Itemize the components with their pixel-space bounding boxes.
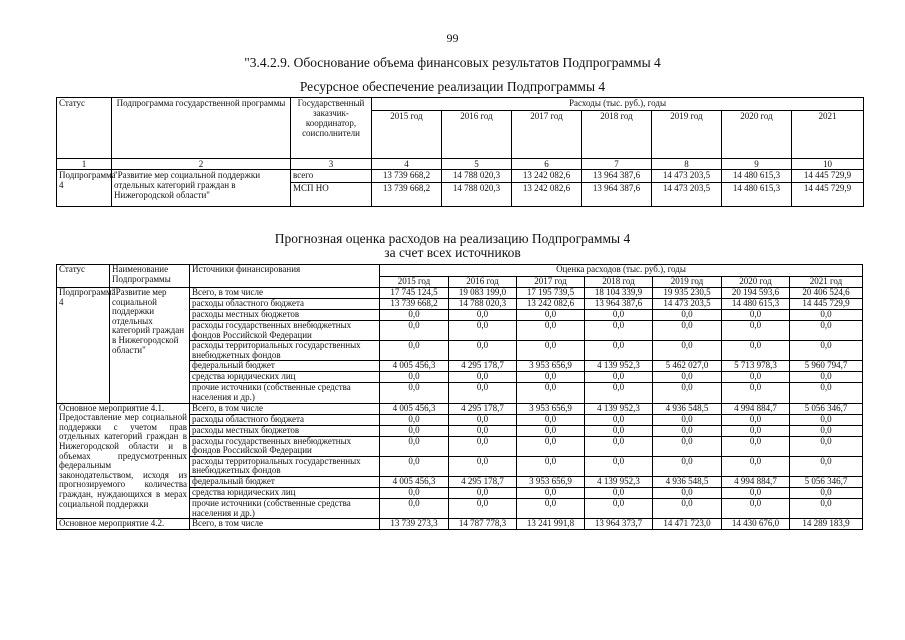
page-number: 99: [446, 31, 459, 45]
value-cell: 0,0: [790, 310, 863, 321]
col-number: 3: [291, 159, 372, 170]
header-estimate: Оценка расходов (тыс. руб.), годы: [380, 265, 863, 277]
value-cell: 0,0: [449, 436, 517, 456]
value-cell: 0,0: [653, 383, 722, 403]
header-year: 2019 год: [653, 277, 722, 288]
value-cell: 14 480 615,3: [722, 170, 792, 183]
col-number: 10: [792, 159, 864, 170]
activity-title: Основное мероприятие 4.1.: [59, 402, 165, 413]
value-cell: 0,0: [449, 498, 517, 518]
value-cell: 0,0: [653, 456, 722, 476]
value-cell: 13 964 387,6: [585, 299, 653, 310]
value-cell: 14 480 615,3: [722, 299, 790, 310]
value-cell: 5 960 794,7: [790, 361, 863, 372]
header-year: 2018 год: [585, 277, 653, 288]
group-activity-4-1: [57, 403, 863, 519]
source-cell: расходы областного бюджета: [190, 414, 380, 425]
value-cell: 0,0: [517, 341, 585, 361]
value-cell: 0,0: [790, 436, 863, 456]
value-cell: 0,0: [585, 456, 653, 476]
value-cell: 0,0: [517, 372, 585, 383]
col-number: 6: [512, 159, 582, 170]
value-cell: 3 953 656,9: [517, 403, 585, 414]
value-cell: 14 473 203,5: [652, 183, 722, 207]
value-cell: 4 139 952,3: [585, 361, 653, 372]
value-cell: 5 713 978,3: [722, 361, 790, 372]
executor-cell: МСП НО: [291, 183, 372, 207]
value-cell: 0,0: [790, 372, 863, 383]
value-cell: 0,0: [585, 310, 653, 321]
col-number: 7: [582, 159, 652, 170]
value-cell: 0,0: [653, 310, 722, 321]
value-cell: 0,0: [653, 436, 722, 456]
subprogram-cell: "Развитие мер социальной поддержки отдельных категорий граждан в Нижегородской области": [112, 170, 291, 207]
value-cell: 19 935 230,5: [653, 288, 722, 299]
value-cell: 4 139 952,3: [585, 476, 653, 487]
header-year: 2015 год: [372, 111, 442, 159]
value-cell: 20 194 593,6: [722, 288, 790, 299]
value-cell: 17 745 124,5: [380, 288, 449, 299]
value-cell: 5 056 346,7: [790, 476, 863, 487]
source-cell: прочие источники (собственные средства населения и др.): [190, 383, 380, 403]
value-cell: 17 195 739,5: [517, 288, 585, 299]
value-cell: 0,0: [517, 414, 585, 425]
value-cell: 13 739 668,2: [372, 170, 442, 183]
activity-description: Предоставление мер социальной поддержки с учетом прав отдельных категорий граждан в Нижегородской области и в объемах предусмотренных федеральным законодательством, исходя из прогнозируемого количества граждан, нуждающихся в мерах социальной поддержки: [59, 412, 187, 509]
col-number: 4: [372, 159, 442, 170]
value-cell: 0,0: [653, 414, 722, 425]
value-cell: 0,0: [722, 425, 790, 436]
source-cell: расходы местных бюджетов: [190, 425, 380, 436]
header-expenses: Расходы (тыс. руб.), годы: [372, 98, 864, 111]
value-cell: 0,0: [585, 383, 653, 403]
value-cell: 0,0: [380, 341, 449, 361]
value-cell: 0,0: [449, 425, 517, 436]
value-cell: 4 994 884,7: [722, 403, 790, 414]
value-cell: 3 953 656,9: [517, 361, 585, 372]
source-cell: расходы государственных внебюджетных фондов Российской Федерации: [190, 321, 380, 341]
value-cell: 13 242 082,6: [512, 183, 582, 207]
source-cell: расходы областного бюджета: [190, 299, 380, 310]
value-cell: 0,0: [585, 414, 653, 425]
value-cell: 14 445 729,9: [790, 299, 863, 310]
value-cell: 14 473 203,5: [652, 170, 722, 183]
value-cell: 14 480 615,3: [722, 183, 792, 207]
value-cell: 13 964 387,6: [582, 170, 652, 183]
value-cell: 20 406 524,6: [790, 288, 863, 299]
value-cell: 0,0: [653, 341, 722, 361]
value-cell: 4 005 456,3: [380, 476, 449, 487]
value-cell: 14 787 778,3: [449, 519, 517, 530]
value-cell: 13 241 991,8: [517, 519, 585, 530]
header-subprogram: Подпрограмма государственной программы: [112, 98, 291, 159]
value-cell: 0,0: [722, 487, 790, 498]
value-cell: 0,0: [653, 372, 722, 383]
header-sources: Источники финансирования: [190, 265, 380, 288]
value-cell: 0,0: [790, 487, 863, 498]
value-cell: 0,0: [449, 383, 517, 403]
table-row: [57, 519, 863, 530]
forecast-table: [56, 264, 863, 530]
value-cell: 4 936 548,5: [653, 476, 722, 487]
value-cell: 4 005 456,3: [380, 361, 449, 372]
value-cell: 0,0: [790, 321, 863, 341]
source-cell: средства юридических лиц: [190, 487, 380, 498]
source-cell: федеральный бюджет: [190, 476, 380, 487]
header-name: Наименование Подпрограммы: [110, 265, 190, 288]
value-cell: 0,0: [380, 436, 449, 456]
header-year: 2015 год: [380, 277, 449, 288]
source-cell: Всего, в том числе: [190, 403, 380, 414]
value-cell: 0,0: [790, 414, 863, 425]
value-cell: 0,0: [653, 321, 722, 341]
value-cell: 14 445 729,9: [792, 183, 864, 207]
value-cell: 0,0: [517, 436, 585, 456]
value-cell: 4 139 952,3: [585, 403, 653, 414]
value-cell: 3 953 656,9: [517, 476, 585, 487]
header-year: 2017 год: [512, 111, 582, 159]
header-year: 2016 год: [442, 111, 512, 159]
status-cell: Подпрограмма 4: [57, 288, 110, 404]
value-cell: 0,0: [653, 498, 722, 518]
value-cell: 0,0: [380, 487, 449, 498]
col-number: 2: [112, 159, 291, 170]
value-cell: 0,0: [380, 456, 449, 476]
value-cell: 0,0: [790, 341, 863, 361]
header-year: 2017 год: [517, 277, 585, 288]
value-cell: 0,0: [517, 321, 585, 341]
value-cell: 0,0: [585, 372, 653, 383]
value-cell: 13 739 273,3: [380, 519, 449, 530]
value-cell: 14 788 020,3: [449, 299, 517, 310]
value-cell: 0,0: [585, 498, 653, 518]
table1-title: Ресурсное обеспечение реализации Подпрограммы 4: [299, 79, 606, 94]
value-cell: 0,0: [790, 425, 863, 436]
source-cell: Всего, в том числе: [190, 288, 380, 299]
header-year: 2020 год: [722, 111, 792, 159]
activity-title: Основное мероприятие 4.2.: [57, 519, 190, 530]
value-cell: 4 295 178,7: [449, 476, 517, 487]
header-year: 2016 год: [449, 277, 517, 288]
value-cell: 0,0: [722, 436, 790, 456]
value-cell: 14 445 729,9: [792, 170, 864, 183]
activity-cell: [57, 403, 190, 519]
value-cell: 0,0: [517, 310, 585, 321]
value-cell: 0,0: [722, 310, 790, 321]
value-cell: 0,0: [449, 321, 517, 341]
source-cell: расходы территориальных государственных внебюджетных фондов: [190, 341, 380, 361]
value-cell: 4 936 548,5: [653, 403, 722, 414]
value-cell: 0,0: [722, 414, 790, 425]
status-cell: Подпрограмма 4: [57, 170, 112, 207]
source-cell: Всего, в том числе: [190, 519, 380, 530]
table2-title: [0, 232, 905, 260]
value-cell: 4 994 884,7: [722, 476, 790, 487]
col-number: 5: [442, 159, 512, 170]
executor-cell: всего: [291, 170, 372, 183]
value-cell: 0,0: [449, 372, 517, 383]
value-cell: 4 295 178,7: [449, 361, 517, 372]
source-cell: расходы территориальных государственных внебюджетных фондов: [190, 456, 380, 476]
value-cell: 0,0: [585, 487, 653, 498]
value-cell: 0,0: [722, 341, 790, 361]
value-cell: 0,0: [722, 383, 790, 403]
value-cell: 4 295 178,7: [449, 403, 517, 414]
header-year: 2021 год: [790, 277, 863, 288]
value-cell: 0,0: [380, 498, 449, 518]
source-cell: расходы государственных внебюджетных фондов Российской Федерации: [190, 436, 380, 456]
source-cell: расходы местных бюджетов: [190, 310, 380, 321]
value-cell: 13 964 387,6: [582, 183, 652, 207]
value-cell: 0,0: [790, 383, 863, 403]
value-cell: 0,0: [380, 372, 449, 383]
value-cell: 18 104 339,9: [585, 288, 653, 299]
header-status: Статус: [57, 98, 112, 159]
value-cell: 13 964 373,7: [585, 519, 653, 530]
value-cell: 14 788 020,3: [442, 183, 512, 207]
source-cell: средства юридических лиц: [190, 372, 380, 383]
value-cell: 0,0: [790, 456, 863, 476]
table-row: [57, 288, 863, 299]
value-cell: 14 430 676,0: [722, 519, 790, 530]
value-cell: 14 471 723,0: [653, 519, 722, 530]
table2-title-line1: Прогнозная оценка расходов на реализацию Подпрограммы 4: [274, 231, 631, 246]
source-cell: прочие источники (собственные средства населения и др.): [190, 498, 380, 518]
value-cell: 13 739 668,2: [372, 183, 442, 207]
header-executor: Государственный заказчик-координатор, соисполнители: [291, 98, 372, 159]
value-cell: 0,0: [380, 414, 449, 425]
value-cell: 0,0: [585, 436, 653, 456]
value-cell: 0,0: [790, 498, 863, 518]
header-year: 2021: [792, 111, 864, 159]
value-cell: 0,0: [517, 456, 585, 476]
value-cell: 0,0: [517, 498, 585, 518]
value-cell: 0,0: [722, 456, 790, 476]
value-cell: 0,0: [517, 383, 585, 403]
value-cell: 14 473 203,5: [653, 299, 722, 310]
header-year: 2019 год: [652, 111, 722, 159]
value-cell: 0,0: [449, 341, 517, 361]
value-cell: 13 242 082,6: [517, 299, 585, 310]
subprogram-name-cell: "Развитие мер социальной поддержки отдельных категорий граждан в Нижегородской области": [110, 288, 190, 404]
value-cell: 13 242 082,6: [512, 170, 582, 183]
header-year: 2020 год: [722, 277, 790, 288]
value-cell: 0,0: [449, 456, 517, 476]
col-number: 1: [57, 159, 112, 170]
value-cell: 0,0: [722, 498, 790, 518]
value-cell: 0,0: [722, 321, 790, 341]
value-cell: 0,0: [585, 341, 653, 361]
value-cell: 0,0: [517, 425, 585, 436]
value-cell: 19 083 199,0: [449, 288, 517, 299]
value-cell: 5 462 027,0: [653, 361, 722, 372]
col-number: 8: [652, 159, 722, 170]
value-cell: 0,0: [722, 372, 790, 383]
value-cell: 14 289 183,9: [790, 519, 863, 530]
col-number: 9: [722, 159, 792, 170]
source-cell: федеральный бюджет: [190, 361, 380, 372]
header-status: Статус: [57, 265, 110, 288]
value-cell: 5 056 346,7: [790, 403, 863, 414]
value-cell: 0,0: [449, 310, 517, 321]
value-cell: 14 788 020,3: [442, 170, 512, 183]
value-cell: 0,0: [449, 414, 517, 425]
value-cell: 0,0: [380, 425, 449, 436]
group-activity-4-2: [57, 519, 863, 530]
value-cell: 0,0: [517, 487, 585, 498]
value-cell: 0,0: [380, 321, 449, 341]
value-cell: 0,0: [585, 321, 653, 341]
value-cell: 0,0: [380, 310, 449, 321]
value-cell: 0,0: [380, 383, 449, 403]
section-heading: "3.4.2.9. Обоснование объема финансовых результатов Подпрограммы 4: [244, 55, 661, 70]
value-cell: 4 005 456,3: [380, 403, 449, 414]
value-cell: 0,0: [585, 425, 653, 436]
group-subprogram: [57, 288, 863, 404]
header-year: 2018 год: [582, 111, 652, 159]
table2-title-line2: за счет всех источников: [384, 245, 521, 260]
value-cell: 0,0: [653, 487, 722, 498]
resource-table: [56, 97, 864, 207]
value-cell: 0,0: [449, 487, 517, 498]
value-cell: 0,0: [653, 425, 722, 436]
table-row: [57, 403, 863, 414]
value-cell: 13 739 668,2: [380, 299, 449, 310]
